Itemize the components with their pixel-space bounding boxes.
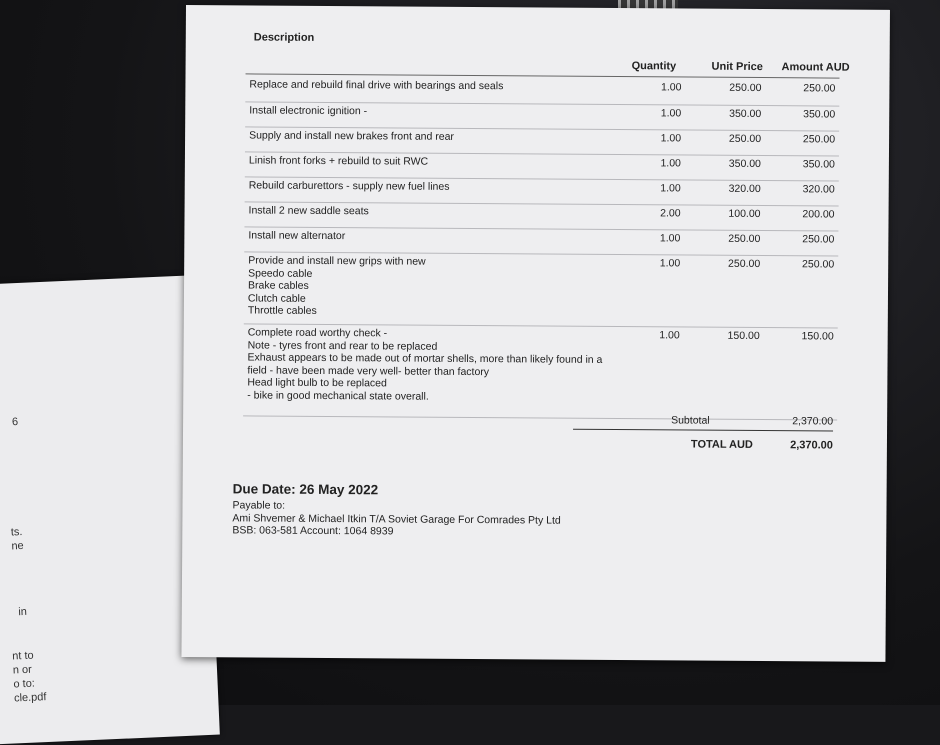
- line-item-amount: 150.00: [801, 330, 834, 343]
- paper-fragment: n or: [12, 663, 33, 677]
- description-line: Brake cables: [248, 279, 309, 292]
- line-item-unit-price: 100.00: [728, 207, 761, 221]
- line-item-description: [248, 254, 426, 318]
- line-item-description: [247, 326, 602, 403]
- line-item-unit-price: 250.00: [728, 132, 762, 146]
- payment-details: [232, 499, 561, 539]
- line-item-unit-price: 320.00: [728, 182, 761, 196]
- line-item-quantity: 1.00: [660, 107, 682, 120]
- line-item-description: [249, 154, 428, 168]
- line-item-quantity: 1.00: [660, 182, 681, 195]
- description-line: Linish front forks + rebuild to suit RWC: [248, 154, 429, 168]
- description-line: Throttle cables: [247, 304, 317, 317]
- description-line: Provide and install new grips with new: [248, 254, 426, 268]
- line-item-amount: 350.00: [803, 108, 836, 121]
- paper-fragment: o to:: [13, 677, 36, 691]
- total-value: 2,370.00: [790, 439, 833, 452]
- paper-fragment: ts.: [10, 525, 23, 539]
- paper-fragment: in: [18, 605, 28, 619]
- line-item-quantity: 1.00: [660, 81, 682, 94]
- line-item-unit-price: 250.00: [728, 257, 761, 271]
- line-item-amount: 250.00: [802, 258, 835, 271]
- line-item-unit-price: 250.00: [728, 232, 761, 246]
- payee-name: Ami Shvemer & Michael Itkin T/A Soviet Garage For Comrades Pty Ltd: [232, 511, 561, 527]
- description-line: - bike in good mechanical state overall.: [247, 388, 429, 403]
- total-label: TOTAL AUD: [690, 438, 753, 451]
- description-line: Supply and install new brakes front and rear: [249, 129, 455, 143]
- line-item-description: [249, 104, 367, 117]
- subtotal-value: 2,370.00: [792, 415, 834, 428]
- line-item-quantity: 1.00: [659, 257, 681, 270]
- line-item-unit-price: 250.00: [729, 81, 762, 95]
- paper-fragment: cle.pdf: [13, 691, 47, 705]
- line-item-description: [248, 229, 345, 242]
- header-description: Description: [253, 31, 315, 44]
- description-line: Exhaust appears to be made out of mortar shells, more than likely found in a: [247, 351, 603, 366]
- paper-fragment: 6: [11, 416, 19, 429]
- line-item-row: [244, 251, 838, 328]
- description-line: Complete road worthy check -: [247, 326, 388, 340]
- description-line: Rebuild carburettors - supply new fuel lines: [248, 179, 450, 193]
- line-item-amount: 350.00: [802, 158, 835, 171]
- line-item-unit-price: 150.00: [727, 329, 760, 343]
- line-item-description: [249, 204, 369, 217]
- total-rule: [573, 429, 833, 432]
- description-line: Note - tyres front and rear to be replaced: [247, 338, 438, 353]
- paper-fragment: ne: [11, 539, 24, 553]
- line-item-description: [249, 129, 454, 143]
- line-item-amount: 200.00: [802, 208, 835, 221]
- payable-to-label: Payable to:: [232, 499, 286, 512]
- line-item-quantity: 2.00: [660, 207, 681, 220]
- description-line: Head light bulb to be replaced: [247, 376, 387, 390]
- header-unit-price: Unit Price: [711, 60, 763, 74]
- line-item-amount: 250.00: [802, 233, 835, 246]
- line-item-quantity: 1.00: [660, 132, 682, 145]
- description-line: Install electronic ignition -: [249, 104, 368, 118]
- line-item-amount: 250.00: [802, 133, 836, 146]
- line-item-description: [249, 179, 450, 193]
- line-item-description: [249, 78, 503, 92]
- line-item-unit-price: 350.00: [729, 107, 762, 121]
- bank-details: BSB: 063-581 Account: 1064 8939: [232, 524, 394, 538]
- description-line: Install new alternator: [248, 229, 346, 243]
- header-quantity: Quantity: [631, 60, 677, 73]
- due-date: Due Date: 26 May 2022: [232, 481, 379, 498]
- line-item-row: [243, 323, 838, 420]
- description-line: Install 2 new saddle seats: [248, 204, 369, 218]
- description-line: Clutch cable: [247, 291, 306, 305]
- line-item-amount: 250.00: [803, 82, 836, 95]
- invoice-page: [181, 5, 890, 662]
- subtotal-label: Subtotal: [671, 414, 710, 427]
- line-item-quantity: 1.00: [659, 329, 680, 342]
- description-line: field - have been made very well- better than factory: [247, 363, 490, 378]
- header-amount: Amount AUD: [781, 61, 850, 74]
- line-item-unit-price: 350.00: [728, 157, 761, 171]
- paper-fragment: nt to: [11, 649, 34, 663]
- description-line: Replace and rebuild final drive with bearings and seals: [249, 78, 504, 93]
- description-line: Speedo cable: [248, 266, 313, 280]
- line-item-quantity: 1.00: [660, 157, 681, 170]
- line-item-quantity: 1.00: [659, 232, 681, 245]
- line-item-amount: 320.00: [802, 183, 835, 196]
